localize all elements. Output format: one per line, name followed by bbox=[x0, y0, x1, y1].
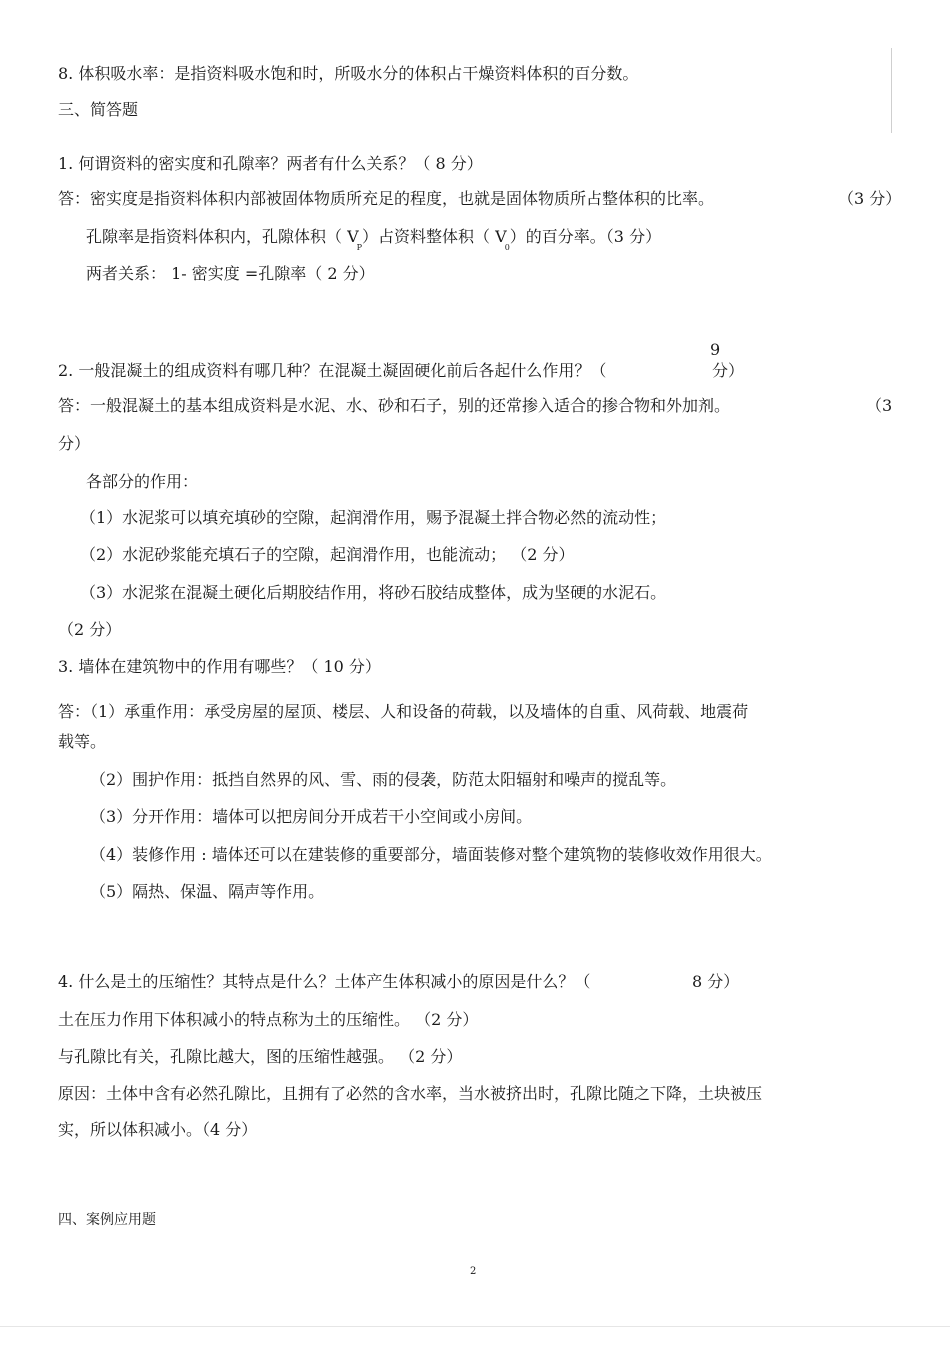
answer-1-line-2: 孔隙率是指资料体积内，孔隙体积（ $V_P$）占资料整体积（ $V_0$）的百分率。（3 分） bbox=[86, 227, 662, 252]
answer-2-line-4: （2）水泥砂浆能充填石子的空隙，起润滑作用，也能流动； （2 分） bbox=[80, 545, 575, 564]
question-4-score: 8 分） bbox=[692, 972, 740, 991]
definition-8: 8. 体积吸水率：是指资料吸水饱和时，所吸水分的体积占干燥资料体积的百分数。 bbox=[58, 64, 639, 83]
question-2-score-unit: 分） bbox=[712, 361, 745, 380]
question-2: 2. 一般混凝土的组成资料有哪几种？在混凝土凝固硬化前后各起什么作用？（ bbox=[58, 361, 607, 380]
question-4: 4. 什么是土的压缩性？其特点是什么？土体产生体积减小的原因是什么？（ bbox=[58, 972, 591, 991]
question-3: 3. 墙体在建筑物中的作用有哪些？（ 10 分） bbox=[58, 657, 381, 676]
section-3-heading: 三、简答题 bbox=[58, 100, 139, 119]
answer-1-line-3: 两者关系： 1- 密实度 =孔隙率（ 2 分） bbox=[86, 264, 375, 283]
page-number: 2 bbox=[470, 1266, 477, 1277]
page-edge-line bbox=[891, 48, 892, 133]
answer-4-line-1: 土在压力作用下体积减小的特点称为土的压缩性。 （2 分） bbox=[58, 1010, 479, 1029]
answer-2-line-6: （2 分） bbox=[58, 620, 122, 639]
answer-1-line-1: 答：密实度是指资料体积内部被固体物质所充足的程度，也就是固体物质所占整体积的比率。 bbox=[58, 189, 715, 208]
answer-1-score: （3 分） bbox=[838, 189, 902, 208]
question-1: 1. 何谓资料的密实度和孔隙率？两者有什么关系？（ 8 分） bbox=[58, 154, 483, 173]
answer-2-line-3: （1）水泥浆可以填充填砂的空隙，起润滑作用，赐予混凝土拌合物必然的流动性； bbox=[80, 508, 667, 527]
question-2-score-number: 9 bbox=[710, 340, 721, 359]
answer-2-line-2: 各部分的作用： bbox=[86, 472, 199, 491]
answer-2-line-5: （3）水泥浆在混凝土硬化后期胶结作用，将砂石胶结成整体，成为坚硬的水泥石。 bbox=[80, 583, 667, 602]
answer-2-score-b: 分） bbox=[58, 434, 91, 453]
answer-2-line-1: 答：一般混凝土的基本组成资料是水泥、水、砂和石子，别的还常掺入适合的掺合物和外加剂。 bbox=[58, 396, 731, 415]
answer-4-line-3b: 实，所以体积减小。（4 分） bbox=[58, 1120, 258, 1139]
answer-3-line-4: （4）装修作用 : 墙体还可以在建装修的重要部分，墙面装修对整个建筑物的装修收效作用很大。 bbox=[90, 845, 772, 864]
answer-3-line-2: （2）围护作用：抵挡自然界的风、雪、雨的侵袭，防范太阳辐射和噪声的搅乱等。 bbox=[90, 770, 677, 789]
answer-4-line-3: 原因：土体中含有必然孔隙比，且拥有了必然的含水率，当水被挤出时，孔隙比随之下降，土块被压 bbox=[58, 1084, 763, 1103]
section-4-heading: 四、案例应用题 bbox=[58, 1212, 156, 1228]
answer-3-line-1b: 载等。 bbox=[58, 732, 107, 751]
page-bottom-divider bbox=[0, 1326, 950, 1327]
answer-3-line-5: （5）隔热、保温、隔声等作用。 bbox=[90, 882, 325, 901]
answer-4-line-2: 与孔隙比有关，孔隙比越大，图的压缩性越强。 （2 分） bbox=[58, 1047, 463, 1066]
answer-3-line-1: 答：（1）承重作用：承受房屋的屋顶、楼层、人和设备的荷载，以及墙体的自重、风荷载、地震荷 bbox=[58, 702, 749, 721]
answer-2-score-a: （3 bbox=[866, 396, 893, 415]
answer-3-line-3: （3）分开作用：墙体可以把房间分开成若干小空间或小房间。 bbox=[90, 807, 533, 826]
